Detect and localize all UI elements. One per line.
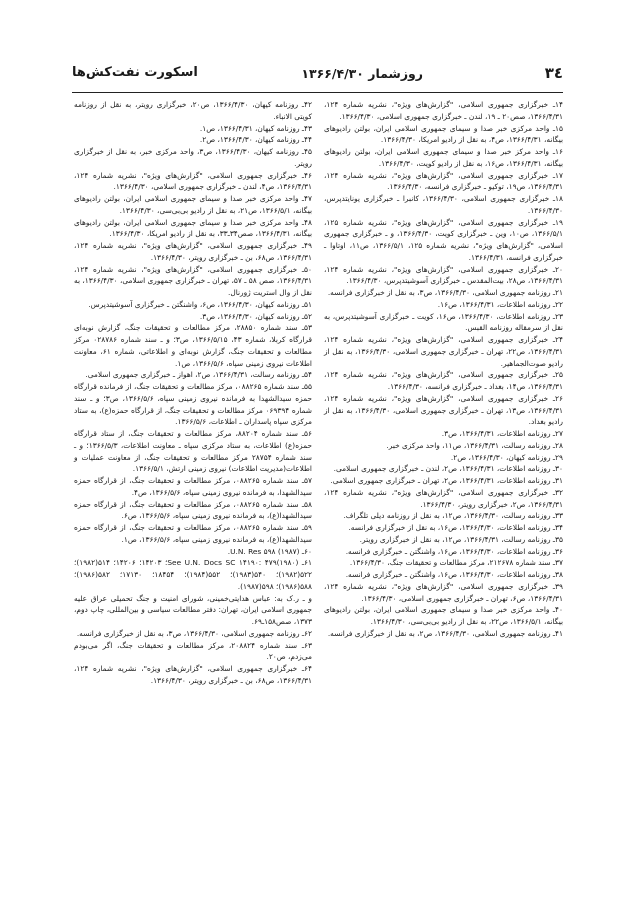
footnote-entry: ۲۸ـ روزنامه رسالت، ۱۳۶۶/۴/۳۱، ص۱۱، واحد مرکزی خبر.: [386, 440, 563, 450]
footnote-entry: ۴۶ـ خبرگزاری جمهوری اسلامی، "گزارش‌های ویژه"، نشریه شماره ۱۲۴، ۱۳۶۶/۴/۳۱، ص۴، لندن ـ خبرگزاری جمهوری اسلامی، ۱۳۶۶/۴/۳۰.: [74, 170, 312, 192]
footnote-entry: ۵۸ـ سند شماره ۰۸۸۲۶۵، مرکز مطالعات و تحقیقات جنگ، از قرارگاه حمزه سیدالشهدا(ع)، به فرمانده نیروی زمینی سپاه، ۱۳۶۶/۵/۶، ص۶.: [74, 499, 312, 521]
footnote-entry: ۲۹ـ روزنامه کیهان، ۱۳۶۶/۴/۳۰، ص۲.: [450, 452, 563, 462]
footnote-entry: ۴۷ـ واحد مرکزی خبر صدا و سیمای جمهوری اسلامی ایران، بولتن رادیوهای بیگانه، ۱۳۶۶/۵/۱، ص۲۱، به نقل از رادیو بی‌بی‌سی، ۱۳۶۶/۴/۳۰.: [74, 194, 312, 215]
footnote-entry: ۴۲ـ روزنامه کیهان، ۱۳۶۶/۴/۳۰، ص۲۰، خبرگزاری رویتر، به نقل از روزنامه کویتی الانباء.: [74, 100, 312, 121]
footnote-entry: ۶۰ـ U.N. Res ۵۹۸ (۱۹۸۷).: [227, 546, 312, 556]
footnote-entry: ۱۹ـ خبرگزاری جمهوری اسلامی، "گزارش‌های ویژه"، نشریه شماره ۱۲۵، ۱۳۶۶/۵/۱، ص۱۰، وین ـ خبرگزاری کویت، ۱۳۶۶/۴/۳۰، و ـ خبرگزاری جمهوری اسلامی، "گزارش‌های ویژه"، نشریه شماره ۱۲۵، ۱۳۶۶/۵/۱، ص۱۱، اوتاوا ـ خبرگزاری فرانسه، ۱۳۶۶/۴/۳۱.: [324, 217, 564, 262]
page-number: ٣٤: [544, 64, 563, 82]
footnote-entry: ۴۸ـ واحد مرکزی خبر صدا و سیمای جمهوری اسلامی ایران، بولتن رادیوهای بیگانه، ۱۳۶۶/۴/۳۱، صص۳۴ـ۳۳، به نقل از رادیو امریکا، ۱۳۶۶/۴/۳۰.: [74, 217, 312, 239]
footnote-entry: و ـ ر.ک به: عباس هدایتی‌خمینی، شورای امنیت و جنگ تحمیلی عراق علیه جمهوری اسلامی ایران، تهران: دفتر مطالعات سیاسی و بین‌المللی، چاپ دوم، ۱۳۷۳، صص۱۵۸ـ۶۹.: [74, 593, 312, 626]
footnote-entry: ۶۴ـ خبرگزاری جمهوری اسلامی، "گزارش‌های ویژه"، نشریه شماره ۱۲۴، ۱۳۶۶/۴/۳۱، ص۶۸، بن ـ خبرگزاری رویتر، ۱۳۶۶/۴/۳۰.: [74, 664, 312, 685]
footnote-entry: ۱۴ـ خبرگزاری جمهوری اسلامی، "گزارش‌های ویژه"، نشریه شماره ۱۲۴، ۱۳۶۶/۴/۳۱، صص۲۰ ـ ۱۹، لندن ـ خبرگزاری جمهوری اسلامی، ۱۳۶۶/۴/۳۰.: [324, 100, 563, 121]
footnote-entry: ۵۰ـ خبرگزاری جمهوری اسلامی، "گزارش‌های ویژه"، نشریه شماره ۱۲۴، ۱۳۶۶/۴/۳۱، صص ۵۸ ـ ۵۷، تهران ـ خبرگزاری جمهوری اسلامی، ۱۳۶۶/۴/۳۰، به نقل از وال استریت ژورنال.: [74, 264, 312, 297]
footnote-entry: ۳۹ـ خبرگزاری جمهوری اسلامی، "گزارش‌های ویژه"، نشریه شماره ۱۲۴، ۱۳۶۶/۴/۳۱، ص۶، تهران ـ خبرگزاری جمهوری اسلامی، ۱۳۶۶/۴/۳۰.: [324, 581, 563, 603]
footnote-entry: ۵۷ـ سند شماره ۰۸۸۲۶۵، مرکز مطالعات و تحقیقات جنگ، از قرارگاه حمزه سیدالشهدا، به فرمانده نیروی زمینی سپاه، ۱۳۶۶/۵/۶، ص۴.: [74, 476, 312, 497]
footnote-entry: ۶۲ـ روزنامه جمهوری اسلامی، ۱۳۶۶/۴/۳۰، ص۳، به نقل از خبرگزاری فرانسه.: [76, 628, 312, 638]
footnote-entry: ۱۵ـ واحد مرکزی خبر صدا و سیمای جمهوری اسلامی ایران، بولتن رادیوهای بیگانه، ۱۳۶۶/۴/۳۱، ص۴، به نقل از رادیو امریکا، ۱۳۶۶/۴/۳۰.: [324, 123, 563, 145]
footnote-entry: ۳۳ـ روزنامه رسالت، ۱۳۶۶/۴/۳۰، ص۱۲، به نقل از روزنامه دیلی تلگراف.: [343, 511, 563, 521]
footnote-entry: ۳۲ـ خبرگزاری جمهوری اسلامی، "گزارش‌های ویژه"، نشریه شماره ۱۲۴، ۱۳۶۶/۴/۳۱، ص۲، خبرگزاری رویتر، ۱۳۶۶/۴/۳۰.: [324, 487, 563, 509]
page-header: [72, 62, 563, 92]
footnote-entry: ۴۹ـ خبرگزاری جمهوری اسلامی، "گزارش‌های ویژه"، نشریه شماره ۱۲۴، ۱۳۶۶/۴/۳۱، ص۶۸، بن ـ خبرگزاری رویتر، ۱۳۶۶/۴/۳۰.: [74, 241, 312, 262]
footnote-entry: ۵۳ـ سند شماره ۲۸۸۵۰، مرکز مطالعات و تحقیقات جنگ، گزارش نوبه‌ای قرارگاه کربلا، شماره ۴۳، ۱۳۶۶/۵/۱۵، ص۳؛ و ـ سند شماره ۰۲۸۷۸۶ مرکز مطالعات و تحقیقات جنگ، گزارش نوبه‌ای و اطلاعاتی، شماره ۶۱، معاونت اطلاعات نیروی زمینی سپاه، ۱۳۶۶/۵/۶، ص۱.: [74, 323, 313, 368]
footnotes-left-column: [74, 99, 312, 687]
footnote-entry: ۲۴ـ خبرگزاری جمهوری اسلامی، "گزارش‌های ویژه"، نشریه شماره ۱۲۴، ۱۳۶۶/۴/۳۱، ص۲۲، تهران ـ خبرگزاری جمهوری اسلامی، ۱۳۶۶/۴/۳۰، به نقل از رادیو صوت‌الجماهیر.: [324, 335, 564, 368]
footnote-entry: ۴۰ـ واحد مرکزی خبر صدا و سیمای جمهوری اسلامی ایران، بولتن رادیوهای بیگانه، ۱۳۶۶/۵/۱، ص۲۲، به نقل از رادیو بی‌بی‌سی، ۱۳۶۶/۴/۳۰.: [324, 605, 563, 626]
footnote-entry: ۲۶ـ خبرگزاری جمهوری اسلامی، "گزارش‌های ویژه"، نشریه شماره ۱۲۴، ۱۳۶۶/۴/۳۱، ص۱۳، تهران ـ خبرگزاری جمهوری اسلامی، ۱۳۶۶/۴/۳۰، به نقل از رادیو بغداد.: [324, 393, 564, 427]
footnote-entry: ۳۵ـ روزنامه رسالت، ۱۳۶۶/۴/۳۱، ص۱۲، به نقل از خبرگزاری رویتر.: [359, 534, 563, 544]
footnote-entry: ۳۱ـ روزنامه اطلاعات، ۱۳۶۶/۴/۳۱، ص۲، تهران ـ خبرگزاری جمهوری اسلامی.: [330, 476, 563, 485]
footnote-entry: ۳۸ـ روزنامه اطلاعات، ۱۳۶۶/۴/۳۰، ص۱۶، واشنگتن ـ خبرگزاری فرانسه.: [345, 570, 563, 579]
footnote-entry: ۱۷ـ خبرگزاری جمهوری اسلامی، "گزارش‌های ویژه"، نشریه شماره ۱۲۴، ۱۳۶۶/۴/۳۱، ص۱۹، توکیو ـ خبرگزاری فرانسه، ۱۳۶۶/۴/۳۰.: [324, 170, 563, 192]
footnote-entry: ۵۲ـ روزنامه کیهان، ۱۳۶۶/۴/۳۰، ص۳.: [199, 311, 312, 321]
footnote-entry: ۳۴ـ روزنامه اطلاعات، ۱۳۶۶/۴/۳۰، ص۱۶، به نقل از خبرگزاری فرانسه.: [348, 523, 563, 532]
footnote-entry: ۴۳ـ روزنامه کیهان، ۱۳۶۶/۴/۳۱، ص۱.: [199, 123, 312, 133]
footnote-entry: ۴۵ـ روزنامه کیهان، ۱۳۶۶/۴/۳۰، ص۳، واحد مرکزی خبر، به نقل از خبرگزاری رویتر.: [74, 147, 312, 168]
footnotes-right-column: [324, 99, 563, 640]
footnote-entry: ۴۴ـ روزنامه کیهان، ۱۳۶۶/۴/۳۰، ص۲.: [199, 135, 312, 145]
footnote-entry: ۵۱ـ روزنامه کیهان، ۱۳۶۶/۴/۳۰، ص۶، واشنگتن ـ خبرگزاری آسوشیتدپرس.: [88, 299, 312, 309]
footnote-entry: ۲۰ـ خبرگزاری جمهوری اسلامی، "گزارش‌های ویژه"، نشریه شماره ۱۲۴، ۱۳۶۶/۴/۳۱، ص۲۸، بیت‌المقدس ـ خبرگزاری آسوشیتدپرس، ۱۳۶۶/۴/۳۰.: [324, 264, 563, 286]
footnote-entry: ۳۷ـ سند شماره ۲۱۲۶۷۸، مرکز مطالعات و تحقیقات جنگ، ۱۳۶۶/۴/۳۰.: [349, 558, 563, 568]
footnote-entry: ۲۷ـ روزنامه اطلاعات، ۱۳۶۶/۴/۳۱، ص۳.: [441, 429, 563, 438]
footnote-entry: ۶۳ـ سند شماره ۲۰۸۸۲۴، مرکز مطالعات و تحقیقات جنگ، اگر می‌بودم می‌زدم، ص۲۰.: [74, 640, 312, 662]
footnote-entry: ۲۳ـ روزنامه اطلاعات، ۱۳۶۶/۴/۳۰، ص۱۶، کویت ـ خبرگزاری آسوشیتدپرس، به نقل از سرمقاله روزنامه القبس.: [324, 311, 563, 333]
header-rule: [72, 92, 563, 93]
footnote-entry: ۵۵ـ سند شماره ۰۸۸۲۶۵، مرکز مطالعات و تحقیقات جنگ، از فرمانده قرارگاه حمزه سیدالشهدا به فرمانده نیروی زمینی سپاه، ۱۳۶۶/۵/۶، ص۳؛ و ـ سند شماره ۰۶۹۳۹۴ مرکز مطالعات و تحقیقات جنگ، از قرارگاه حمزه(ع)، به ستاد مرکزی سپاه پاسداران ـ اطلاعات، ۱۳۶۶/۵/۶.: [74, 382, 313, 427]
footnote-entry: ۳۶ـ روزنامه اطلاعات، ۱۳۶۶/۴/۳۰، ص۱۶، واشنگتن ـ خبرگزاری فرانسه.: [345, 546, 563, 556]
footnote-entry: ۶۱ـ See U.N. Docs SC ۱۴۱۹۰: ۴۷۹(۱۹۸۰)؛ ۱۴۲۰۳؛ ۱۴۲۰۶؛ ۵۱۴(۱۹۸۲)؛ ۵۲۲(۱۹۸۲)؛ ۵۴۰(۱۹۸۳)؛ ۵۵۲(۱۹۸۴)؛ ۱۸۴۵۴؛ ۱۷۱۳۰؛ ۵۸۲(۱۹۸۶)؛ ۵۸۸(۱۹۸۶)؛ ۵۹۸(۱۹۸۷).: [74, 558, 312, 591]
footnote-entry: ۵۴ـ روزنامه رسالت، ۱۳۶۶/۴/۳۱، ص۲، اهواز ـ خبرگزاری جمهوری اسلامی.: [85, 370, 312, 380]
footnote-entry: ۱۶ـ واحد مرکز خبر صدا و سیمای جمهوری اسلامی ایران، بولتن رادیوهای بیگانه، ۱۳۶۶/۴/۳۱، ص۱۶، به نقل از رادیو کویت، ۱۳۶۶/۴/۳۰.: [324, 147, 563, 168]
footnote-entry: ۲۲ـ روزنامه اطلاعات، ۱۳۶۶/۴/۳۱، ص۱۶.: [437, 299, 563, 309]
footnote-entry: ۳۰ـ روزنامه اطلاعات، ۱۳۶۶/۴/۳۱، ص۲، لندن ـ خبرگزاری جمهوری اسلامی.: [333, 464, 563, 474]
footnote-entry: ۵۶ـ سند شماره ۸۸۲۰۴، مرکز مطالعات و تحقیقات جنگ، از ستاد قرارگاه حمزه(ع) اطلاعات، به ستاد مرکزی سپاه ـ معاونت اطلاعات، ۱۳۶۶/۵/۳؛ و ـ سند شماره ۲۸۷۵۴ مرکز مطالعات و تحقیقات جنگ، از معاونت عملیات و اطلاعات(مدیریت اطلاعات) نیروی زمینی ارتش، ۱۳۶۶/۵/۱.: [74, 429, 312, 474]
footnote-entry: ۲۱ـ روزنامه جمهوری اسلامی، ۱۳۶۶/۴/۳۰، ص۳، به نقل از خبرگزاری فرانسه.: [327, 288, 563, 297]
footnote-entry: ۱۸ـ خبرگزاری جمهوری اسلامی، ۱۳۶۶/۴/۳۰، کانبرا ـ خبرگزاری یونایتدپرس، ۱۳۶۶/۴/۳۰.: [324, 194, 563, 215]
footnote-entry: ۵۹ـ سند شماره ۰۸۸۲۶۵، مرکز مطالعات و تحقیقات جنگ، از قرارگاه حمزه سیدالشهدا(ع)، به فرمانده نیروی زمینی سپاه، ۱۳۶۶/۵/۶، ص۱.: [74, 523, 312, 544]
footnote-entry: ۴۱ـ روزنامه جمهوری اسلامی، ۱۳۶۶/۴/۳۰، ص۲، به نقل از خبرگزاری فرانسه.: [327, 628, 563, 638]
book-title: اسکورت نفت‌کش‌ها: [72, 65, 198, 80]
running-head: روزشمار ۱۳۶۶/۴/۳۰: [301, 66, 423, 81]
footnote-entry: ۲۵ـ خبرگزاری جمهوری اسلامی، "گزارش‌های ویژه"، نشریه شماره ۱۲۴، ۱۳۶۶/۴/۳۱، ص۱۴، بغداد ـ خبرگزاری فرانسه، ۱۳۶۶/۴/۳۰.: [324, 370, 563, 391]
